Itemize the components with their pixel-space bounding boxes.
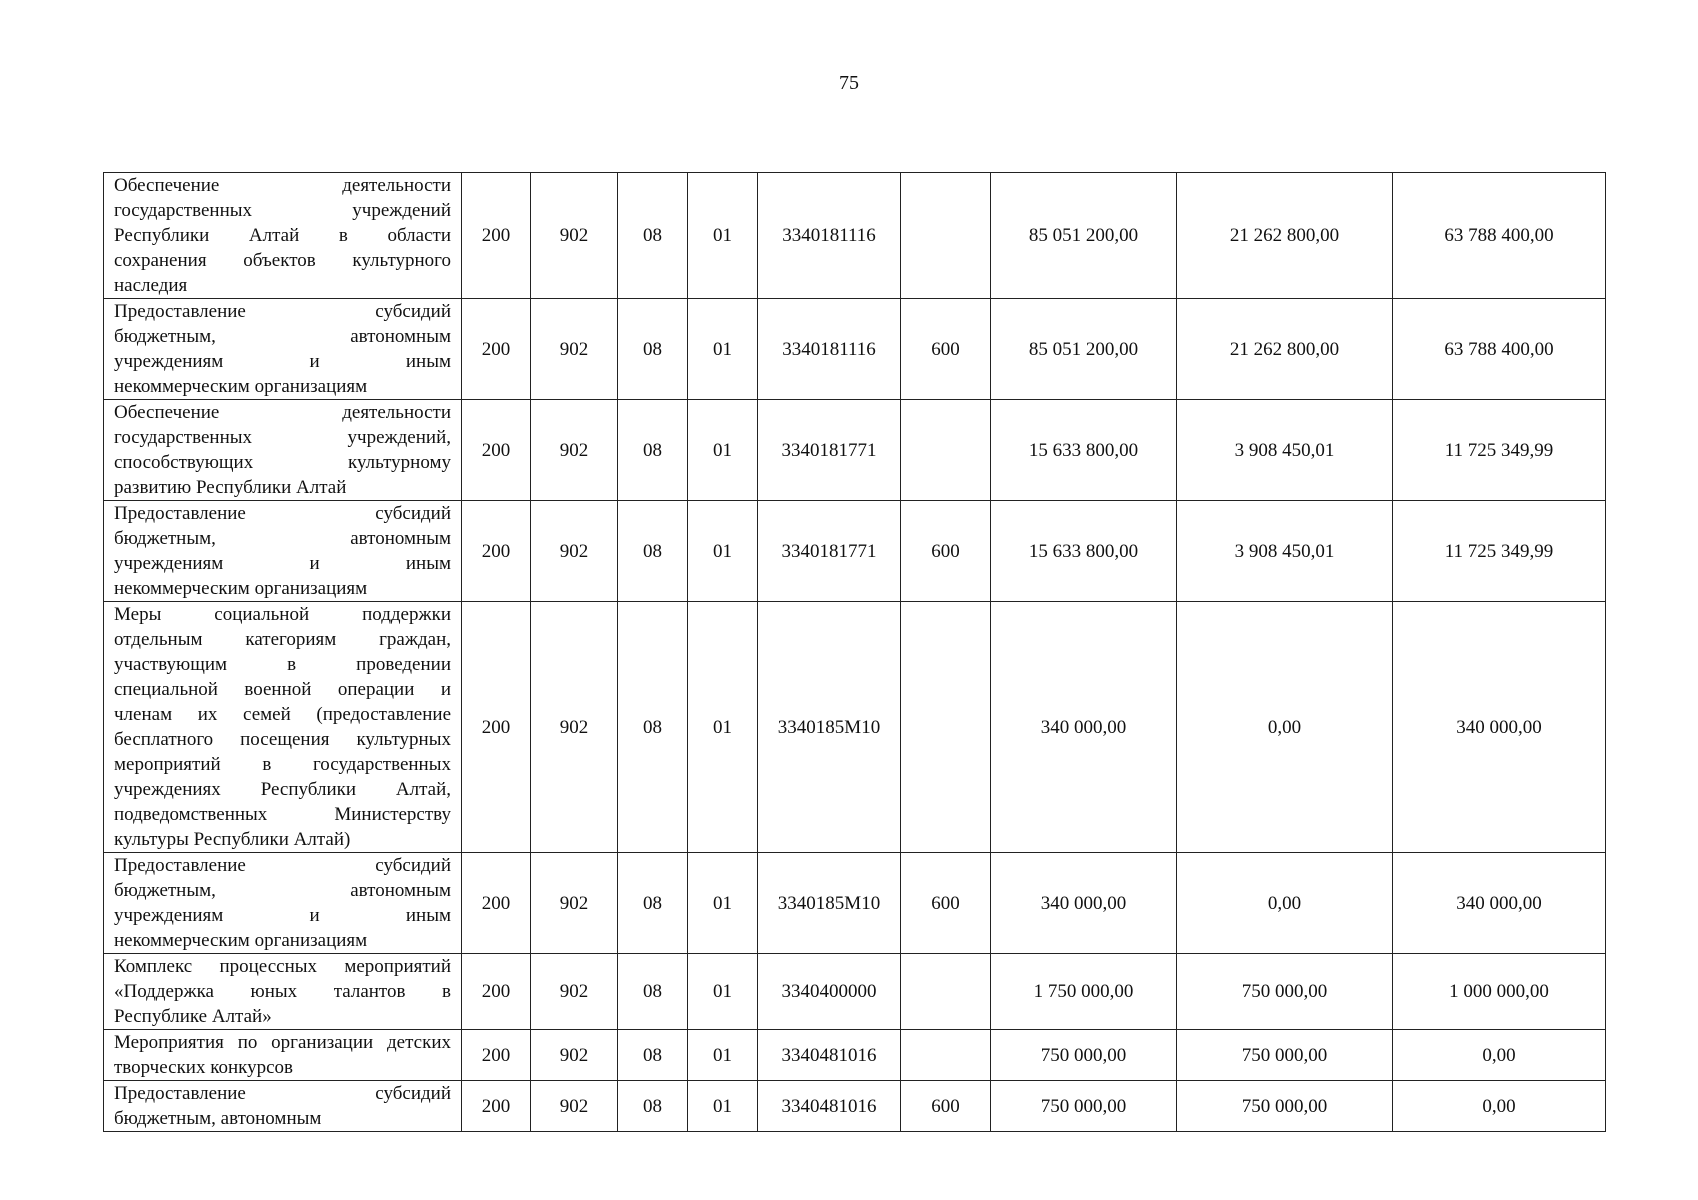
expense-name-line: специальной военной операции и bbox=[114, 679, 451, 700]
sum-a-cell: 21 262 800,00 bbox=[1177, 299, 1393, 400]
table-body bbox=[104, 173, 1606, 1132]
expense-name-line: мероприятий в государственных bbox=[114, 754, 451, 775]
expense-name-cell bbox=[104, 602, 462, 853]
sum-total-cell: 340 000,00 bbox=[991, 853, 1177, 954]
code-section-cell: 08 bbox=[618, 954, 688, 1030]
sum-b-cell: 0,00 bbox=[1393, 1030, 1606, 1081]
expense-name-line: наследия bbox=[114, 275, 188, 296]
sum-total-cell: 85 051 200,00 bbox=[991, 173, 1177, 299]
sum-a-cell: 21 262 800,00 bbox=[1177, 173, 1393, 299]
target-article-cell: 3340181116 bbox=[758, 299, 901, 400]
code-subsection-cell: 01 bbox=[688, 400, 758, 501]
expense-name-line: некоммерческим организациям bbox=[114, 578, 368, 599]
table-row bbox=[104, 501, 1606, 602]
code-section-cell: 08 bbox=[618, 1030, 688, 1081]
expense-name-cell bbox=[104, 853, 462, 954]
expense-name-line: бесплатного посещения культурных bbox=[114, 729, 451, 750]
code-section-cell: 08 bbox=[618, 400, 688, 501]
expense-name-line: Предоставление субсидий bbox=[114, 301, 451, 322]
expense-name-line: Меры социальной поддержки bbox=[114, 604, 451, 625]
sum-b-cell: 63 788 400,00 bbox=[1393, 173, 1606, 299]
table-row bbox=[104, 173, 1606, 299]
code-subsection-cell: 01 bbox=[688, 1081, 758, 1132]
code-gr-cell: 902 bbox=[531, 954, 618, 1030]
page-number: 75 bbox=[839, 72, 859, 94]
expense-name-line: культуры Республики Алтай) bbox=[114, 829, 351, 850]
sum-a-cell: 0,00 bbox=[1177, 853, 1393, 954]
sum-b-cell: 63 788 400,00 bbox=[1393, 299, 1606, 400]
code-ministry-cell: 200 bbox=[462, 400, 531, 501]
target-article-cell: 3340181116 bbox=[758, 173, 901, 299]
target-article-cell: 3340181771 bbox=[758, 501, 901, 602]
expense-name-line: развитию Республики Алтай bbox=[114, 477, 347, 498]
code-section-cell: 08 bbox=[618, 501, 688, 602]
table-row bbox=[104, 853, 1606, 954]
code-subsection-cell: 01 bbox=[688, 1030, 758, 1081]
code-ministry-cell: 200 bbox=[462, 853, 531, 954]
expense-name-line: некоммерческим организациям bbox=[114, 930, 368, 951]
code-gr-cell: 902 bbox=[531, 501, 618, 602]
expense-name-line: Мероприятия по организации детских bbox=[114, 1032, 451, 1053]
expense-type-cell: 600 bbox=[901, 501, 991, 602]
target-article-cell: 3340185М10 bbox=[758, 853, 901, 954]
sum-total-cell: 1 750 000,00 bbox=[991, 954, 1177, 1030]
expense-name-line: бюджетным, автономным bbox=[114, 528, 451, 549]
target-article-cell: 3340400000 bbox=[758, 954, 901, 1030]
expense-name-line: Комплекс процессных мероприятий bbox=[114, 956, 451, 977]
code-subsection-cell: 01 bbox=[688, 501, 758, 602]
expense-name-cell bbox=[104, 299, 462, 400]
expense-name-cell bbox=[104, 173, 462, 299]
sum-total-cell: 85 051 200,00 bbox=[991, 299, 1177, 400]
sum-b-cell: 340 000,00 bbox=[1393, 853, 1606, 954]
code-ministry-cell: 200 bbox=[462, 299, 531, 400]
expense-name-line: государственных учреждений bbox=[114, 200, 451, 221]
expense-type-cell: 600 bbox=[901, 299, 991, 400]
table-row bbox=[104, 954, 1606, 1030]
code-gr-cell: 902 bbox=[531, 1081, 618, 1132]
expense-name-line: творческих конкурсов bbox=[114, 1057, 294, 1078]
expense-name-line: учреждениях Республики Алтай, bbox=[114, 779, 451, 800]
sum-total-cell: 15 633 800,00 bbox=[991, 400, 1177, 501]
code-gr-cell: 902 bbox=[531, 299, 618, 400]
sum-a-cell: 0,00 bbox=[1177, 602, 1393, 853]
code-ministry-cell: 200 bbox=[462, 954, 531, 1030]
code-subsection-cell: 01 bbox=[688, 602, 758, 853]
expense-name-line: Обеспечение деятельности bbox=[114, 402, 451, 423]
expense-name-line: Республики Алтай в области bbox=[114, 225, 451, 246]
expense-type-cell: 600 bbox=[901, 1081, 991, 1132]
code-section-cell: 08 bbox=[618, 853, 688, 954]
expense-type-cell bbox=[901, 602, 991, 853]
sum-b-cell: 1 000 000,00 bbox=[1393, 954, 1606, 1030]
sum-a-cell: 3 908 450,01 bbox=[1177, 501, 1393, 602]
expense-name-line: некоммерческим организациям bbox=[114, 376, 368, 397]
expense-name-line: Республике Алтай» bbox=[114, 1006, 272, 1027]
expense-name-line: способствующих культурному bbox=[114, 452, 451, 473]
sum-total-cell: 750 000,00 bbox=[991, 1030, 1177, 1081]
code-section-cell: 08 bbox=[618, 299, 688, 400]
code-subsection-cell: 01 bbox=[688, 299, 758, 400]
code-section-cell: 08 bbox=[618, 1081, 688, 1132]
code-subsection-cell: 01 bbox=[688, 954, 758, 1030]
expense-name-cell bbox=[104, 954, 462, 1030]
expense-type-cell bbox=[901, 400, 991, 501]
code-ministry-cell: 200 bbox=[462, 602, 531, 853]
sum-b-cell: 0,00 bbox=[1393, 1081, 1606, 1132]
table-row bbox=[104, 299, 1606, 400]
table-row bbox=[104, 1081, 1606, 1132]
expense-name-line: бюджетным, автономным bbox=[114, 326, 451, 347]
expense-name-line: сохранения объектов культурного bbox=[114, 250, 451, 271]
expense-name-line: Обеспечение деятельности bbox=[114, 175, 451, 196]
sum-b-cell: 340 000,00 bbox=[1393, 602, 1606, 853]
code-ministry-cell: 200 bbox=[462, 501, 531, 602]
code-subsection-cell: 01 bbox=[688, 173, 758, 299]
expense-name-line: Предоставление субсидий bbox=[114, 855, 451, 876]
code-gr-cell: 902 bbox=[531, 400, 618, 501]
expense-name-cell bbox=[104, 1030, 462, 1081]
sum-total-cell: 15 633 800,00 bbox=[991, 501, 1177, 602]
code-ministry-cell: 200 bbox=[462, 1081, 531, 1132]
expense-name-line: членам их семей (предоставление bbox=[114, 704, 451, 725]
expense-name-cell bbox=[104, 400, 462, 501]
budget-table bbox=[103, 172, 1606, 1132]
expense-name-line: учреждениям и иным bbox=[114, 905, 451, 926]
expense-name-cell bbox=[104, 1081, 462, 1132]
code-gr-cell: 902 bbox=[531, 853, 618, 954]
expense-name-line: «Поддержка юных талантов в bbox=[114, 981, 451, 1002]
code-gr-cell: 902 bbox=[531, 1030, 618, 1081]
expense-name-line: бюджетным, автономным bbox=[114, 1108, 322, 1129]
target-article-cell: 3340185М10 bbox=[758, 602, 901, 853]
sum-a-cell: 750 000,00 bbox=[1177, 1081, 1393, 1132]
table-row bbox=[104, 1030, 1606, 1081]
code-gr-cell: 902 bbox=[531, 602, 618, 853]
sum-a-cell: 3 908 450,01 bbox=[1177, 400, 1393, 501]
expense-name-line: отдельным категориям граждан, bbox=[114, 629, 451, 650]
target-article-cell: 3340481016 bbox=[758, 1030, 901, 1081]
code-ministry-cell: 200 bbox=[462, 173, 531, 299]
expense-type-cell bbox=[901, 173, 991, 299]
expense-type-cell bbox=[901, 954, 991, 1030]
code-section-cell: 08 bbox=[618, 173, 688, 299]
expense-name-cell bbox=[104, 501, 462, 602]
code-subsection-cell: 01 bbox=[688, 853, 758, 954]
expense-name-line: учреждениям и иным bbox=[114, 553, 451, 574]
expense-name-line: Предоставление субсидий bbox=[114, 1083, 451, 1104]
code-ministry-cell: 200 bbox=[462, 1030, 531, 1081]
expense-name-line: Предоставление субсидий bbox=[114, 503, 451, 524]
table-row bbox=[104, 400, 1606, 501]
expense-name-line: государственных учреждений, bbox=[114, 427, 451, 448]
expense-type-cell: 600 bbox=[901, 853, 991, 954]
expense-name-line: подведомственных Министерству bbox=[114, 804, 451, 825]
expense-name-line: бюджетным, автономным bbox=[114, 880, 451, 901]
sum-b-cell: 11 725 349,99 bbox=[1393, 501, 1606, 602]
table-row bbox=[104, 602, 1606, 853]
sum-a-cell: 750 000,00 bbox=[1177, 1030, 1393, 1081]
sum-a-cell: 750 000,00 bbox=[1177, 954, 1393, 1030]
expense-name-line: участвующим в проведении bbox=[114, 654, 451, 675]
target-article-cell: 3340481016 bbox=[758, 1081, 901, 1132]
sum-total-cell: 750 000,00 bbox=[991, 1081, 1177, 1132]
sum-b-cell: 11 725 349,99 bbox=[1393, 400, 1606, 501]
expense-name-line: учреждениям и иным bbox=[114, 351, 451, 372]
target-article-cell: 3340181771 bbox=[758, 400, 901, 501]
code-gr-cell: 902 bbox=[531, 173, 618, 299]
sum-total-cell: 340 000,00 bbox=[991, 602, 1177, 853]
code-section-cell: 08 bbox=[618, 602, 688, 853]
expense-type-cell bbox=[901, 1030, 991, 1081]
